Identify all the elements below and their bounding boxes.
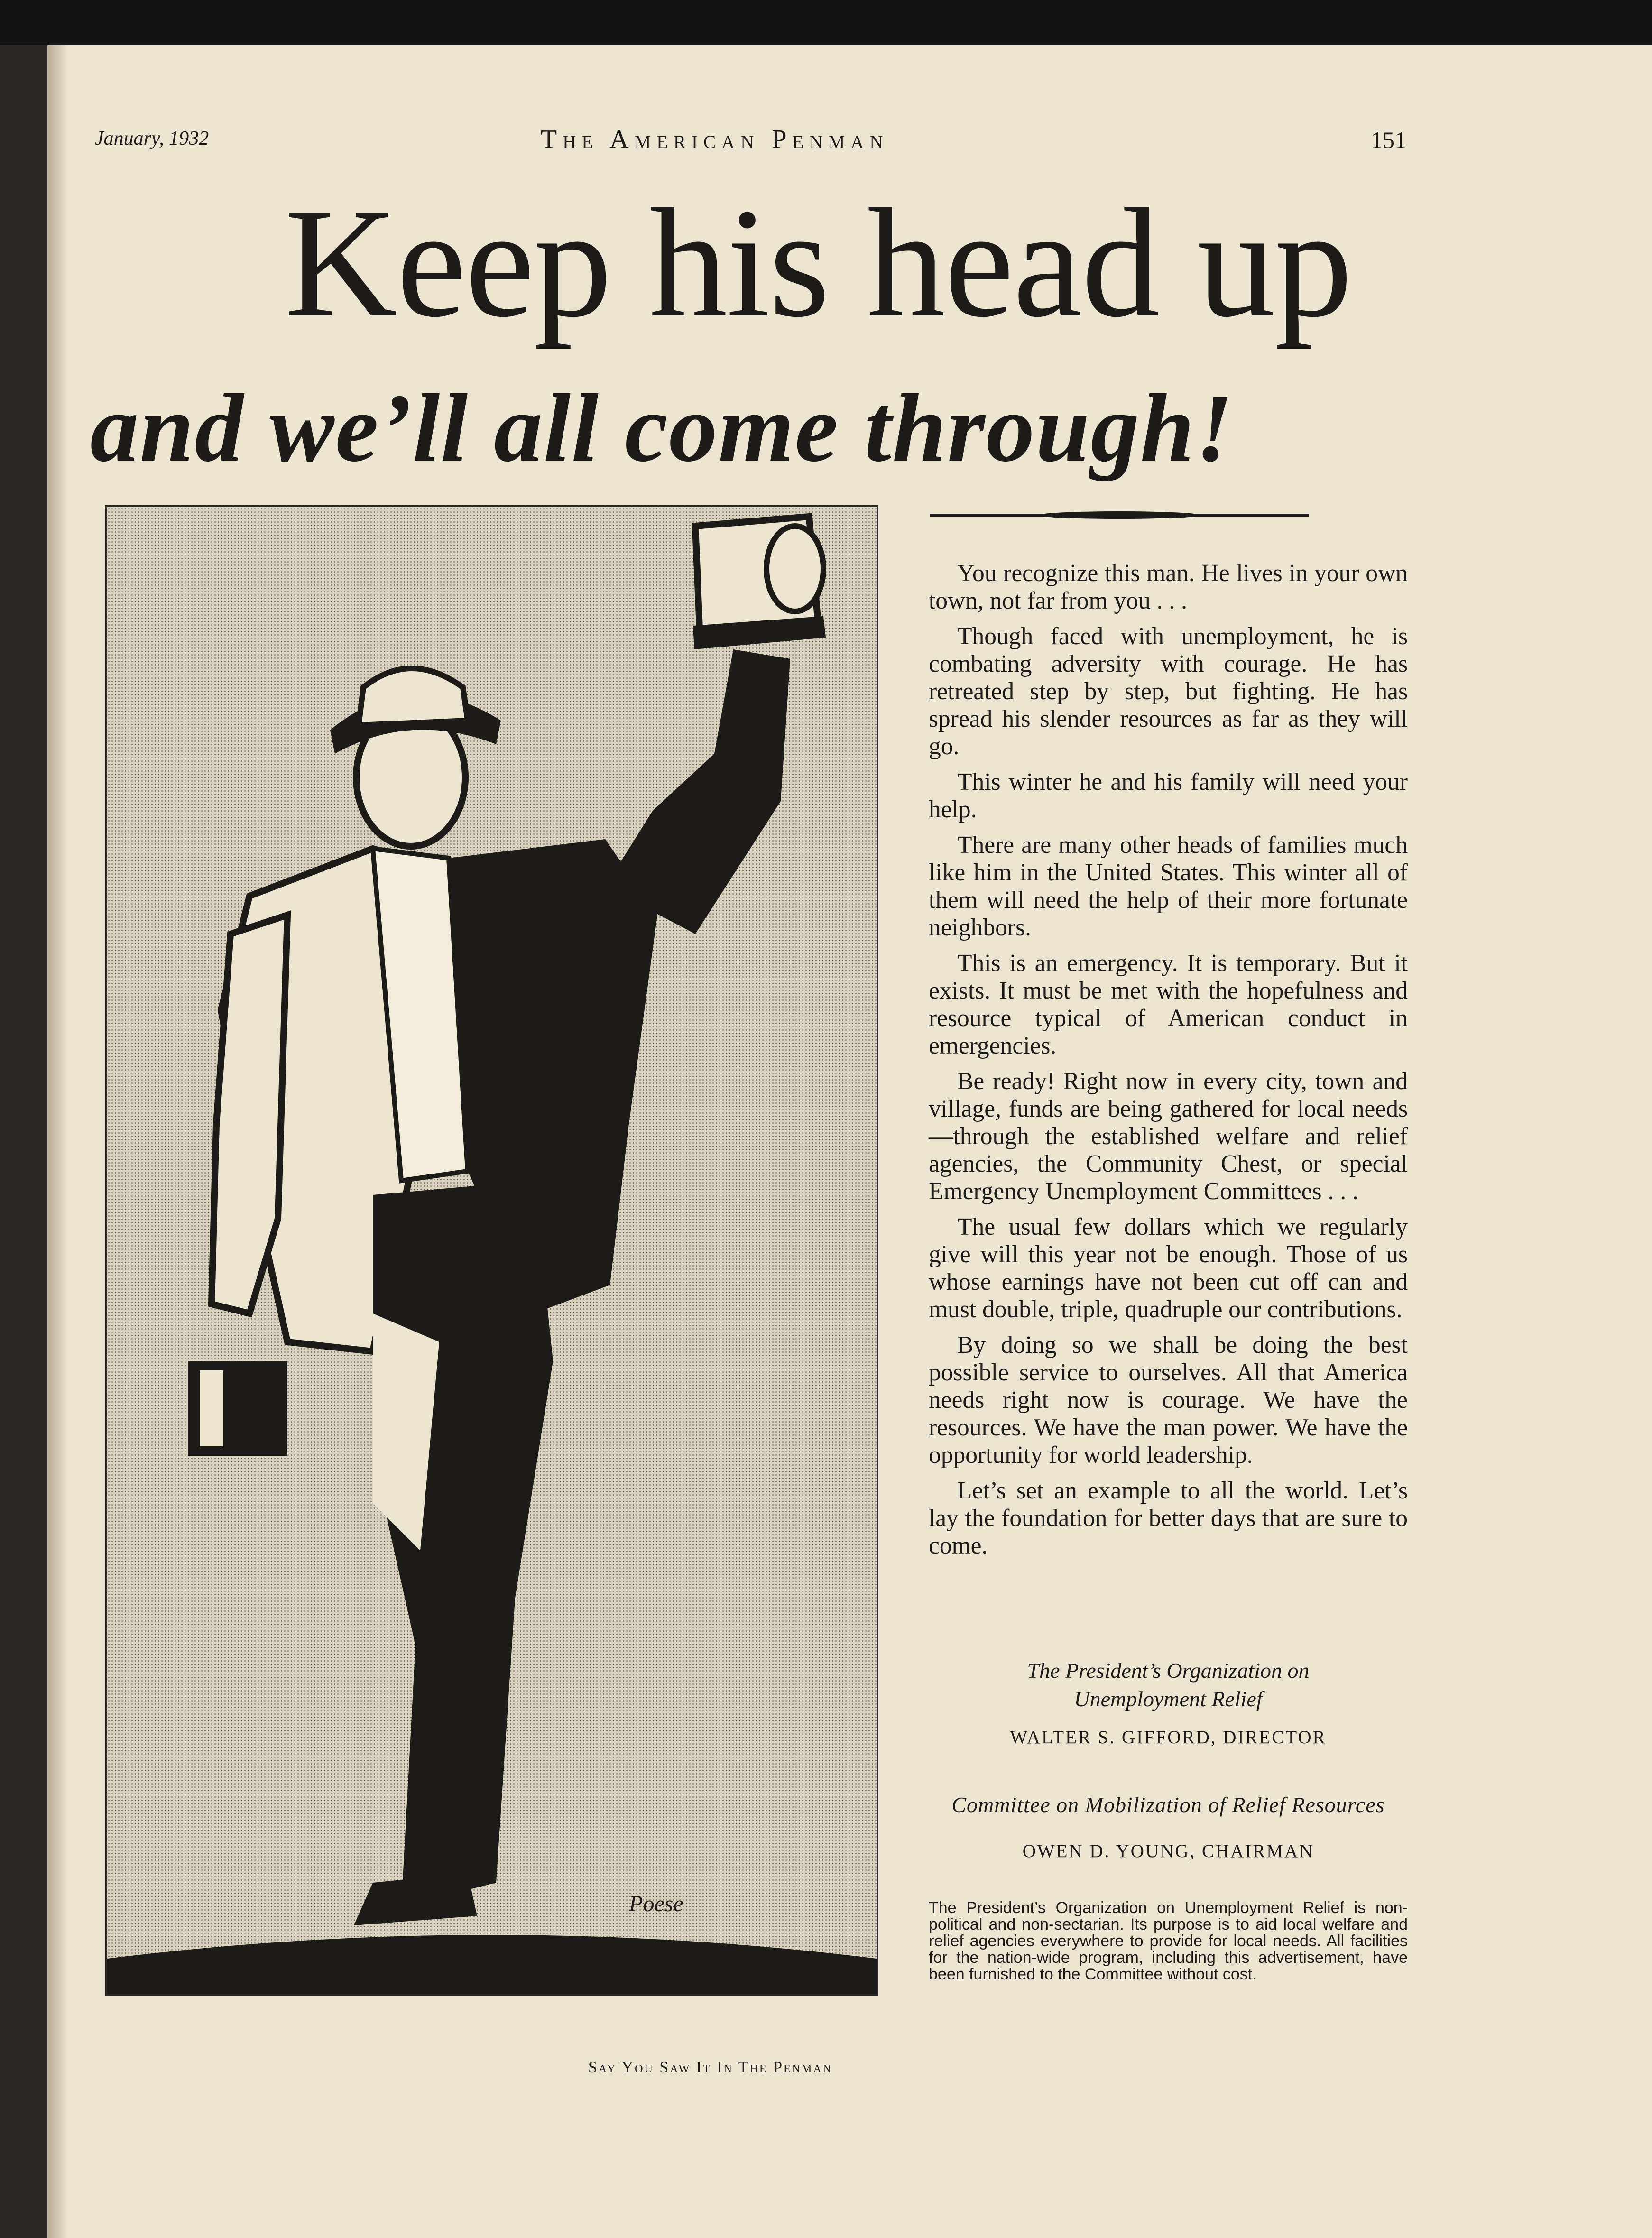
signature-chairman: OWEN D. YOUNG, CHAIRMAN — [1022, 1841, 1314, 1861]
body-paragraph: Though faced with unemployment, he is combating adversity with courage. He has retreated step by step, but fighting. He has spread his slender resources as far as they will go. — [929, 623, 1408, 760]
artist-signature: Poese — [629, 1891, 683, 1916]
signature-committee: Committee on Mobilization of Relief Resources — [951, 1793, 1385, 1817]
body-paragraph: You recognize this man. He lives in your own town, not far from you . . . — [929, 560, 1408, 614]
body-paragraph: By doing so we shall be doing the best possible service to ourselves. All that America needs right now is courage. We have the resources. We have the man power. We have the opportunity for world leadership. — [929, 1332, 1408, 1469]
body-paragraph: This is an emergency. It is temporary. But it exists. It must be met with the hopefulness and resource typical of American conduct in emergencies. — [929, 950, 1408, 1059]
fine-print-disclaimer: The President’s Organization on Unemployment Relief is non-political and non-sectarian. Its purpose is to aid local welfare and relief agencies everywhere to provide for local needs. All facilities for the nation-wide program, including this advertisement, have been furnished to the Committee without cost. — [929, 1899, 1408, 1983]
signature-director: WALTER S. GIFFORD, DIRECTOR — [1010, 1727, 1327, 1748]
masthead-title: The American Penman — [541, 125, 889, 154]
page-footer: Say You Saw It In The Penman — [588, 2059, 832, 2076]
page-gutter-shadow — [47, 45, 69, 2238]
body-paragraph: The usual few dollars which we regularly give will this year not be enough. Those of us whose earnings have not been cut off can and must double, triple, quadruple our contributions. — [929, 1213, 1408, 1323]
issue-date: January, 1932 — [95, 128, 209, 149]
body-paragraph: There are many other heads of families much like him in the United States. This winter all of them will need the help of their more fortunate neighbors. — [929, 832, 1408, 941]
adjacent-page-edge — [0, 45, 47, 2238]
body-paragraph: This winter he and his family will need your help. — [929, 768, 1408, 823]
illustration-panel — [105, 505, 878, 1996]
body-paragraph: Be ready! Right now in every city, town and village, funds are being gathered for local needs—through the established welfare and relief agencies, the Community Chest, or special Emergency Unemployment Committees . . . — [929, 1068, 1408, 1205]
signature-organization — [929, 1656, 1408, 1713]
page-number: 151 — [1371, 127, 1406, 153]
headline-main: Keep his head up — [285, 176, 1352, 350]
org-line-2: Unemployment Relief — [1074, 1687, 1263, 1711]
headline-sub: and we’ll all come through! — [90, 374, 1234, 482]
org-line-1: The President’s Organization on — [1027, 1658, 1310, 1683]
body-paragraph: Let’s set an example to all the world. Let’s lay the foundation for better days that are sure to come. — [929, 1477, 1408, 1559]
decorative-rule-ornament — [1039, 511, 1200, 519]
body-copy — [929, 560, 1408, 1568]
man-waving-hat-icon — [107, 507, 877, 1994]
